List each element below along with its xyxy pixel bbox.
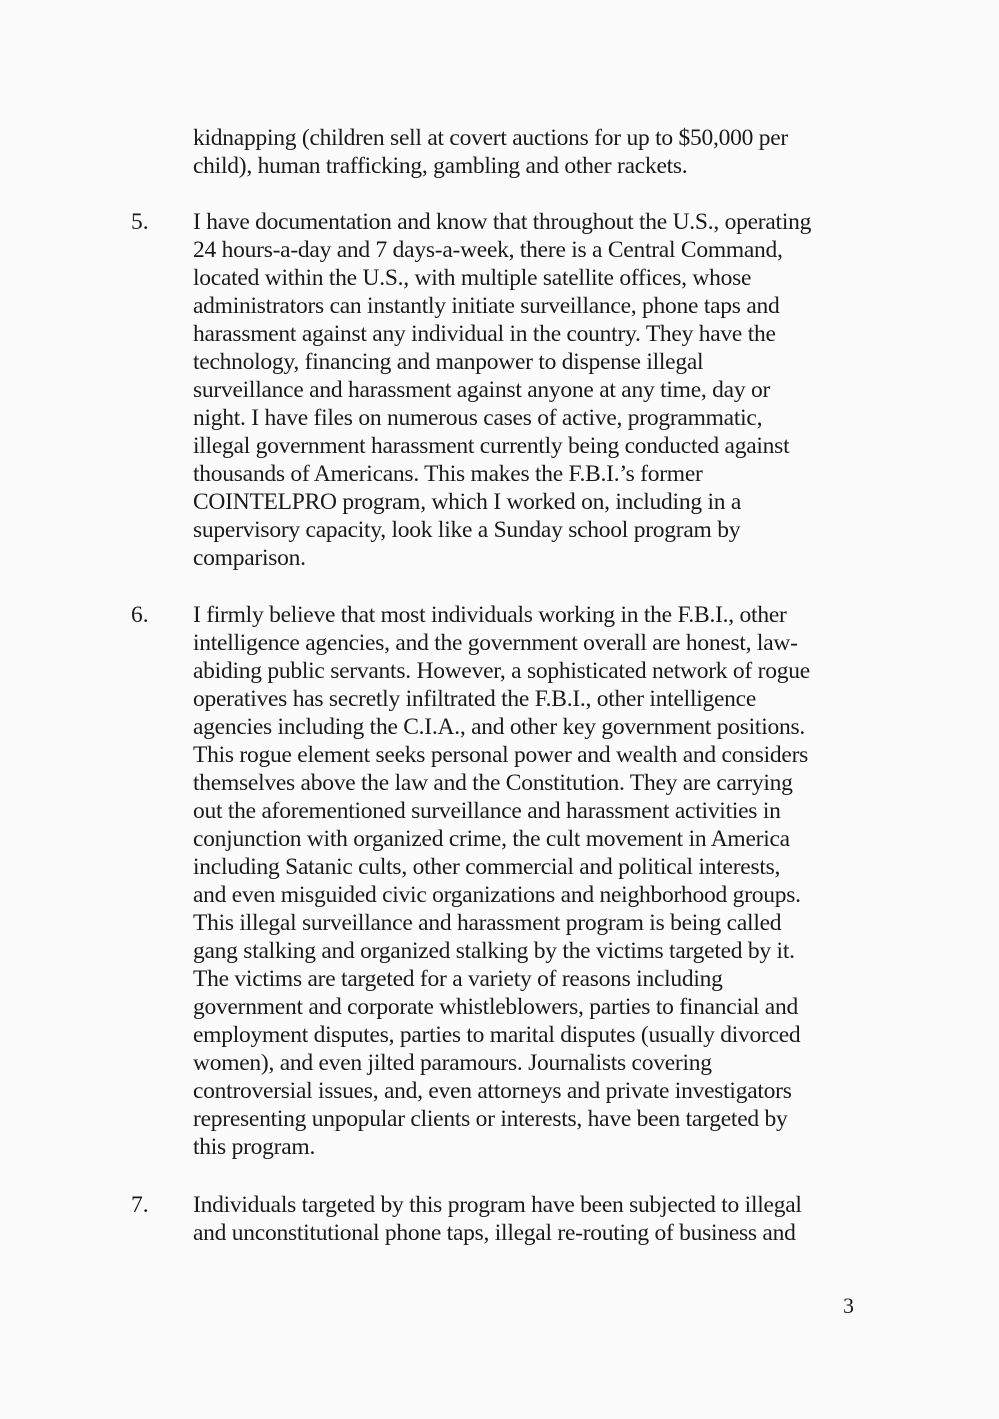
- text-line: I firmly believe that most individuals working in the F.B.I., other: [193, 602, 787, 628]
- text-line: women), and even jilted paramours. Journalists covering: [193, 1050, 712, 1076]
- text-line: agencies including the C.I.A., and other key government positions.: [193, 714, 805, 740]
- text-line: technology, financing and manpower to dispense illegal: [193, 349, 704, 375]
- paragraph-number: 7.: [131, 1192, 149, 1218]
- text-line: harassment against any individual in the country. They have the: [193, 321, 776, 347]
- text-line: This rogue element seeks personal power and wealth and considers: [193, 742, 809, 768]
- text-line: child), human trafficking, gambling and other rackets.: [193, 153, 688, 179]
- text-line: This illegal surveillance and harassment program is being called: [193, 910, 782, 936]
- text-line: located within the U.S., with multiple satellite offices, whose: [193, 265, 752, 291]
- text-line: illegal government harassment currently being conducted against: [193, 433, 790, 459]
- text-line: comparison.: [193, 545, 306, 571]
- text-line: gang stalking and organized stalking by the victims targeted by it.: [193, 938, 795, 964]
- text-line: night. I have files on numerous cases of active, programmatic,: [193, 405, 763, 431]
- text-line: Individuals targeted by this program have been subjected to illegal: [193, 1192, 802, 1218]
- text-line: operatives has secretly infiltrated the F.B.I., other intelligence: [193, 686, 757, 712]
- text-line: COINTELPRO program, which I worked on, including in a: [193, 489, 742, 515]
- text-line: out the aforementioned surveillance and harassment activities in: [193, 798, 781, 824]
- page-number: 3: [843, 1293, 854, 1318]
- text-line: The victims are targeted for a variety of reasons including: [193, 966, 723, 992]
- paragraph-number: 6.: [131, 602, 149, 628]
- text-line: and even misguided civic organizations and neighborhood groups.: [193, 882, 801, 908]
- text-line: intelligence agencies, and the government overall are honest, law-: [193, 630, 798, 656]
- text-line: kidnapping (children sell at covert auctions for up to $50,000 per: [193, 125, 788, 151]
- text-line: administrators can instantly initiate surveillance, phone taps and: [193, 293, 780, 319]
- text-line: including Satanic cults, other commercial and political interests,: [193, 854, 781, 880]
- text-line: 24 hours-a-day and 7 days-a-week, there is a Central Command,: [193, 237, 783, 263]
- text-line: surveillance and harassment against anyone at any time, day or: [193, 377, 771, 403]
- text-line: I have documentation and know that throughout the U.S., operating: [193, 209, 812, 235]
- text-line: abiding public servants. However, a sophisticated network of rogue: [193, 658, 810, 684]
- text-line: supervisory capacity, look like a Sunday school program by: [193, 517, 741, 543]
- text-line: government and corporate whistleblowers, parties to financial and: [193, 994, 798, 1020]
- text-line: this program.: [193, 1134, 316, 1160]
- text-line: conjunction with organized crime, the cult movement in America: [193, 826, 790, 852]
- text-line: employment disputes, parties to marital disputes (usually divorced: [193, 1022, 801, 1048]
- text-line: and unconstitutional phone taps, illegal re-routing of business and: [193, 1220, 796, 1246]
- text-line: controversial issues, and, even attorneys and private investigators: [193, 1078, 792, 1104]
- text-line: representing unpopular clients or interests, have been targeted by: [193, 1106, 788, 1132]
- paragraph-number: 5.: [131, 209, 149, 235]
- text-line: thousands of Americans. This makes the F.B.I.’s former: [193, 461, 703, 487]
- text-line: themselves above the law and the Constitution. They are carrying: [193, 770, 793, 796]
